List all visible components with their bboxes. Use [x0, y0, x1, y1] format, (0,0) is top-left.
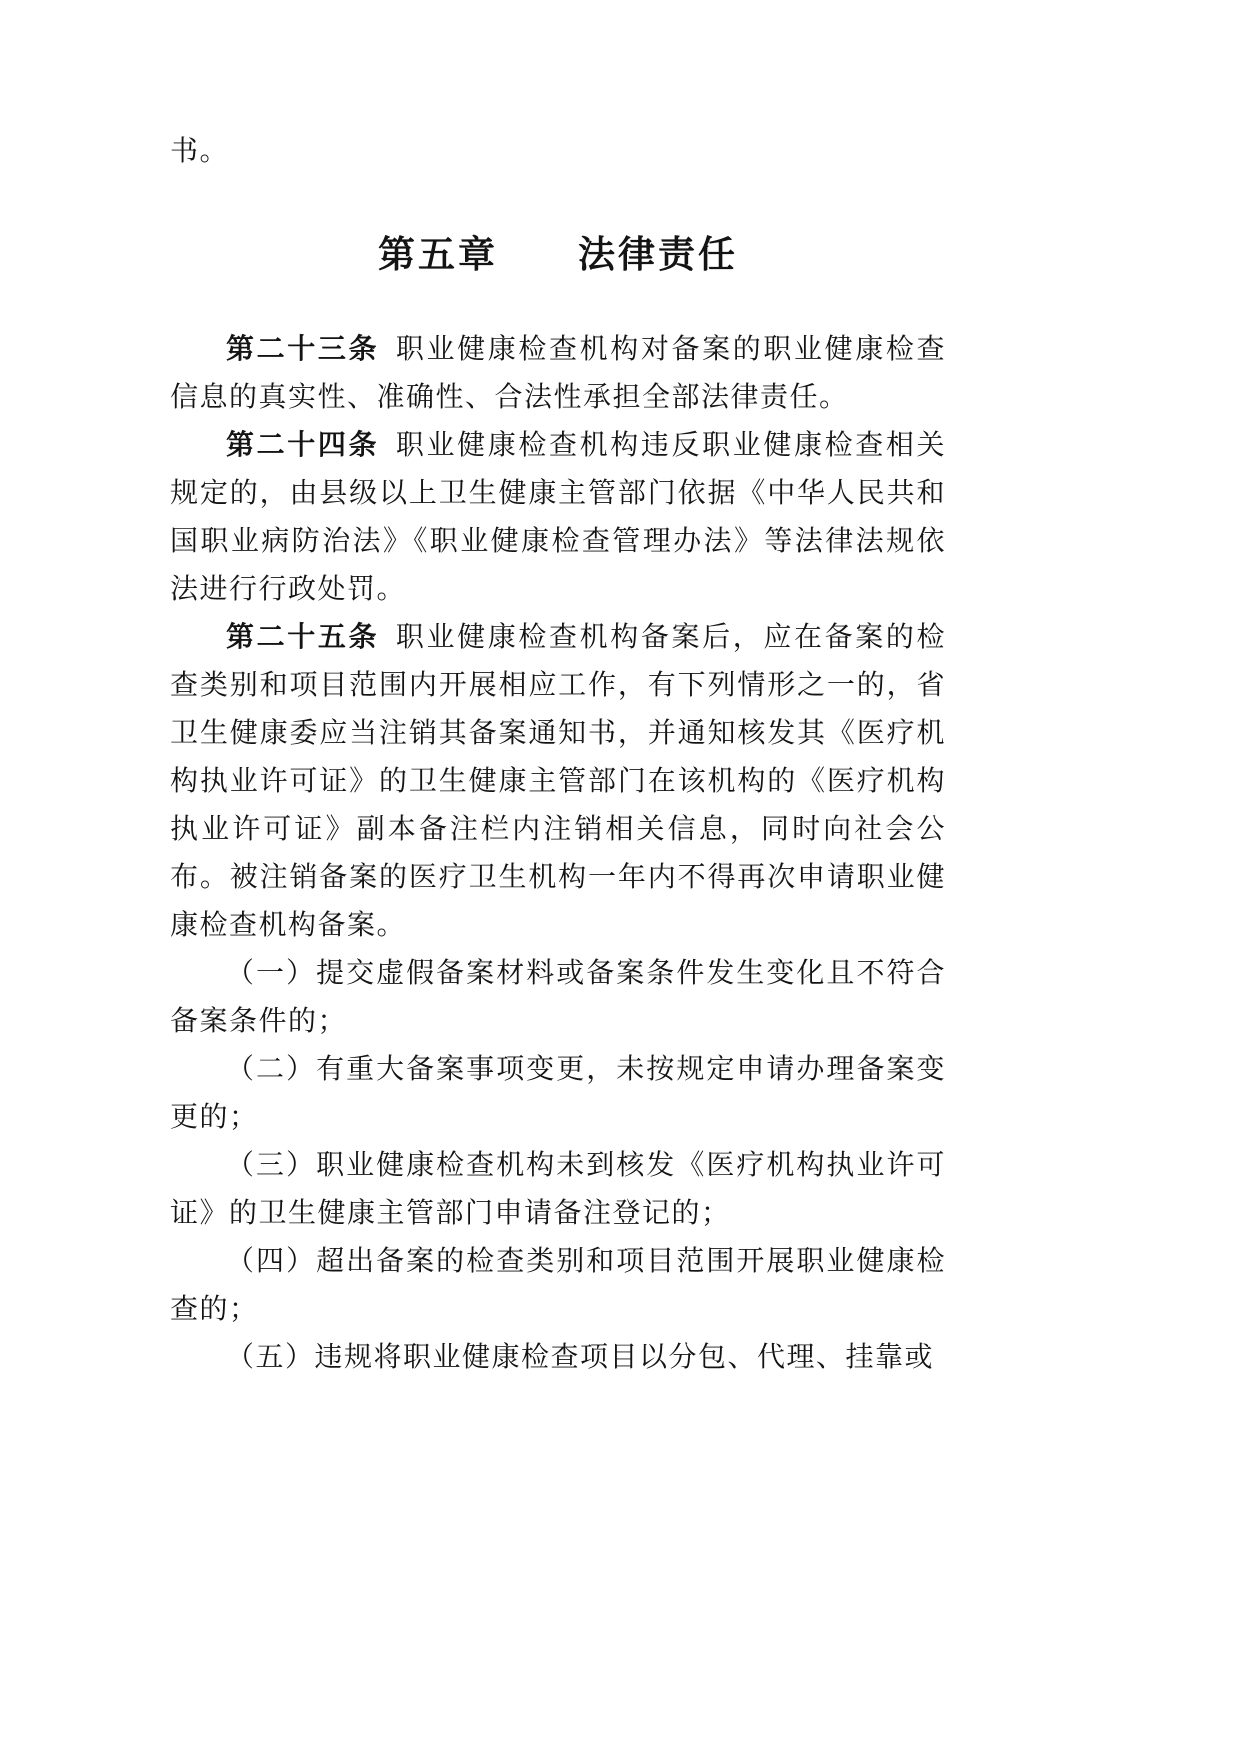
list-item-5 [170, 1334, 946, 1382]
paragraph-article-25 [170, 614, 946, 950]
list-item-3 [170, 1142, 946, 1238]
article-25-text: 职业健康检查机构备案后，应在备案的检查类别和项目范围内开展相应工作，有下列情形之一的，省卫生健康委应当注销其备案通知书，并通知核发其《医疗机构执业许可证》的卫生健康主管部门在该机构的《医疗机构执业许可证》副本备注栏内注销相关信息，同时向社会公布。被注销备案的医疗卫生机构一年内不得再次申请职业健康检查机构备案。 [170, 622, 946, 942]
list-item-1-text: （一）提交虚假备案材料或备案条件发生变化且不符合备案条件的； [170, 958, 946, 1038]
article-23-number: 第二十三条 [226, 334, 380, 366]
carryover-text-value: 书。 [170, 136, 230, 167]
page-content [170, 128, 946, 1382]
chapter-heading: 第五章 法律责任 [378, 234, 738, 275]
article-23-text: 职业健康检查机构对备案的职业健康检查信息的真实性、准确性、合法性承担全部法律责任。 [170, 334, 946, 414]
list-item-2 [170, 1046, 946, 1142]
list-item-1 [170, 950, 946, 1046]
list-item-5-text: （五）违规将职业健康检查项目以分包、代理、挂靠或 [226, 1342, 935, 1374]
paragraph-article-23 [170, 326, 946, 422]
list-item-2-text: （二）有重大备案事项变更，未按规定申请办理备案变更的； [170, 1054, 946, 1134]
list-item-3-text: （三）职业健康检查机构未到核发《医疗机构执业许可证》的卫生健康主管部门申请备注登记的； [170, 1150, 946, 1230]
article-25-number: 第二十五条 [226, 622, 380, 654]
carryover-text [170, 128, 946, 176]
list-item-4 [170, 1238, 946, 1334]
article-24-number: 第二十四条 [226, 430, 380, 462]
paragraph-article-24 [170, 422, 946, 614]
list-item-4-text: （四）超出备案的检查类别和项目范围开展职业健康检查的； [170, 1246, 946, 1326]
article-24-text: 职业健康检查机构违反职业健康检查相关规定的，由县级以上卫生健康主管部门依据《中华人民共和国职业病防治法》《职业健康检查管理办法》等法律法规依法进行行政处罚。 [170, 430, 946, 606]
